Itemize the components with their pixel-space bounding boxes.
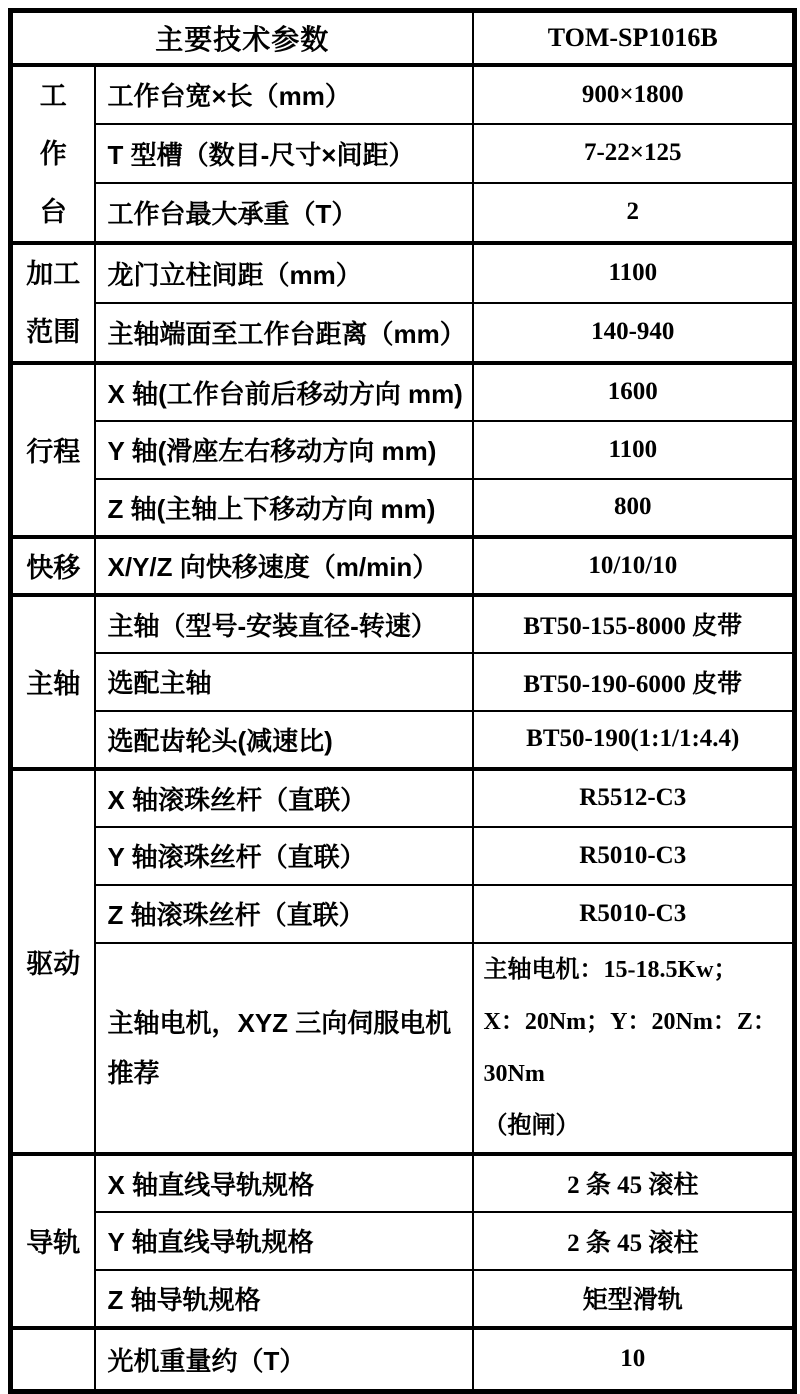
group-cell-range [11, 243, 95, 363]
group-cell-spindle: 主轴 [11, 595, 95, 769]
table-row [11, 303, 795, 363]
value-cell: R5512-C3 [473, 769, 795, 827]
param-cell: Y 轴滚珠丝杆（直联） [95, 827, 473, 885]
param-cell: X 轴(工作台前后移动方向 mm) [95, 363, 473, 421]
param-cell: 主轴端面至工作台距离（mm） [95, 303, 473, 363]
table-row [11, 1328, 795, 1392]
param-cell: 选配齿轮头(减速比) [95, 711, 473, 769]
param-cell: Y 轴直线导轨规格 [95, 1212, 473, 1270]
value-line: X：20Nm；Y：20Nm：Z：30Nm [483, 1008, 777, 1087]
param-cell: T 型槽（数目-尺寸×间距） [95, 124, 473, 183]
table-row [11, 363, 795, 421]
group-cell-travel: 行程 [11, 363, 95, 537]
param-cell: 光机重量约（T） [95, 1328, 473, 1392]
model-number: TOM-SP1016B [473, 11, 795, 65]
value-cell: BT50-190-6000 皮带 [473, 653, 795, 711]
table-row [11, 537, 795, 595]
value-cell: 2 [473, 183, 795, 242]
table-row [11, 653, 795, 711]
spec-table [8, 8, 797, 1394]
table-row [11, 1154, 795, 1212]
value-cell: 1100 [473, 421, 795, 479]
value-cell [473, 943, 795, 1154]
value-cell: 矩型滑轨 [473, 1270, 795, 1328]
value-cell: R5010-C3 [473, 827, 795, 885]
table-row [11, 711, 795, 769]
value-cell: BT50-155-8000 皮带 [473, 595, 795, 653]
table-row [11, 1212, 795, 1270]
param-cell: X 轴直线导轨规格 [95, 1154, 473, 1212]
table-row [11, 827, 795, 885]
param-cell: Z 轴滚珠丝杆（直联） [95, 885, 473, 943]
group-cell-guide: 导轨 [11, 1154, 95, 1328]
table-header-row [11, 11, 795, 65]
table-row [11, 65, 795, 124]
table-row [11, 595, 795, 653]
value-line: （抱闸） [483, 1112, 580, 1139]
value-cell: BT50-190(1:1/1:4.4) [473, 711, 795, 769]
value-cell: 1600 [473, 363, 795, 421]
group-label: 工作台 [39, 80, 67, 227]
param-cell: 工作台最大承重（T） [95, 183, 473, 242]
table-row [11, 421, 795, 479]
param-cell: Z 轴(主轴上下移动方向 mm) [95, 479, 473, 537]
value-cell: 10/10/10 [473, 537, 795, 595]
table-row [11, 479, 795, 537]
param-cell: Z 轴导轨规格 [95, 1270, 473, 1328]
value-cell: 900×1800 [473, 65, 795, 124]
table-row [11, 943, 795, 1154]
group-cell-worktable [11, 65, 95, 243]
param-cell: X 轴滚珠丝杆（直联） [95, 769, 473, 827]
value-cell: 7-22×125 [473, 124, 795, 183]
value-cell: 2 条 45 滚柱 [473, 1212, 795, 1270]
param-cell: Y 轴(滑座左右移动方向 mm) [95, 421, 473, 479]
value-cell: 140-940 [473, 303, 795, 363]
param-cell: X/Y/Z 向快移速度（m/min） [95, 537, 473, 595]
table-row [11, 243, 795, 303]
table-row [11, 885, 795, 943]
table-title: 主要技术参数 [11, 11, 473, 65]
group-cell-empty [11, 1328, 95, 1392]
value-cell: 1100 [473, 243, 795, 303]
group-label: 加工范围 [26, 258, 81, 347]
param-cell: 主轴（型号-安装直径-转速） [95, 595, 473, 653]
value-cell: 800 [473, 479, 795, 537]
table-row [11, 1270, 795, 1328]
param-cell: 选配主轴 [95, 653, 473, 711]
param-cell: 龙门立柱间距（mm） [95, 243, 473, 303]
value-line: 主轴电机：15-18.5Kw； [483, 956, 738, 983]
group-cell-drive: 驱动 [11, 769, 95, 1154]
param-cell: 工作台宽×长（mm） [95, 65, 473, 124]
value-cell: 2 条 45 滚柱 [473, 1154, 795, 1212]
value-cell: 10 [473, 1328, 795, 1392]
table-row [11, 183, 795, 242]
group-cell-rapid: 快移 [11, 537, 95, 595]
table-row [11, 769, 795, 827]
param-cell: 主轴电机，XYZ 三向伺服电机推荐 [95, 943, 473, 1154]
value-cell: R5010-C3 [473, 885, 795, 943]
table-row [11, 124, 795, 183]
